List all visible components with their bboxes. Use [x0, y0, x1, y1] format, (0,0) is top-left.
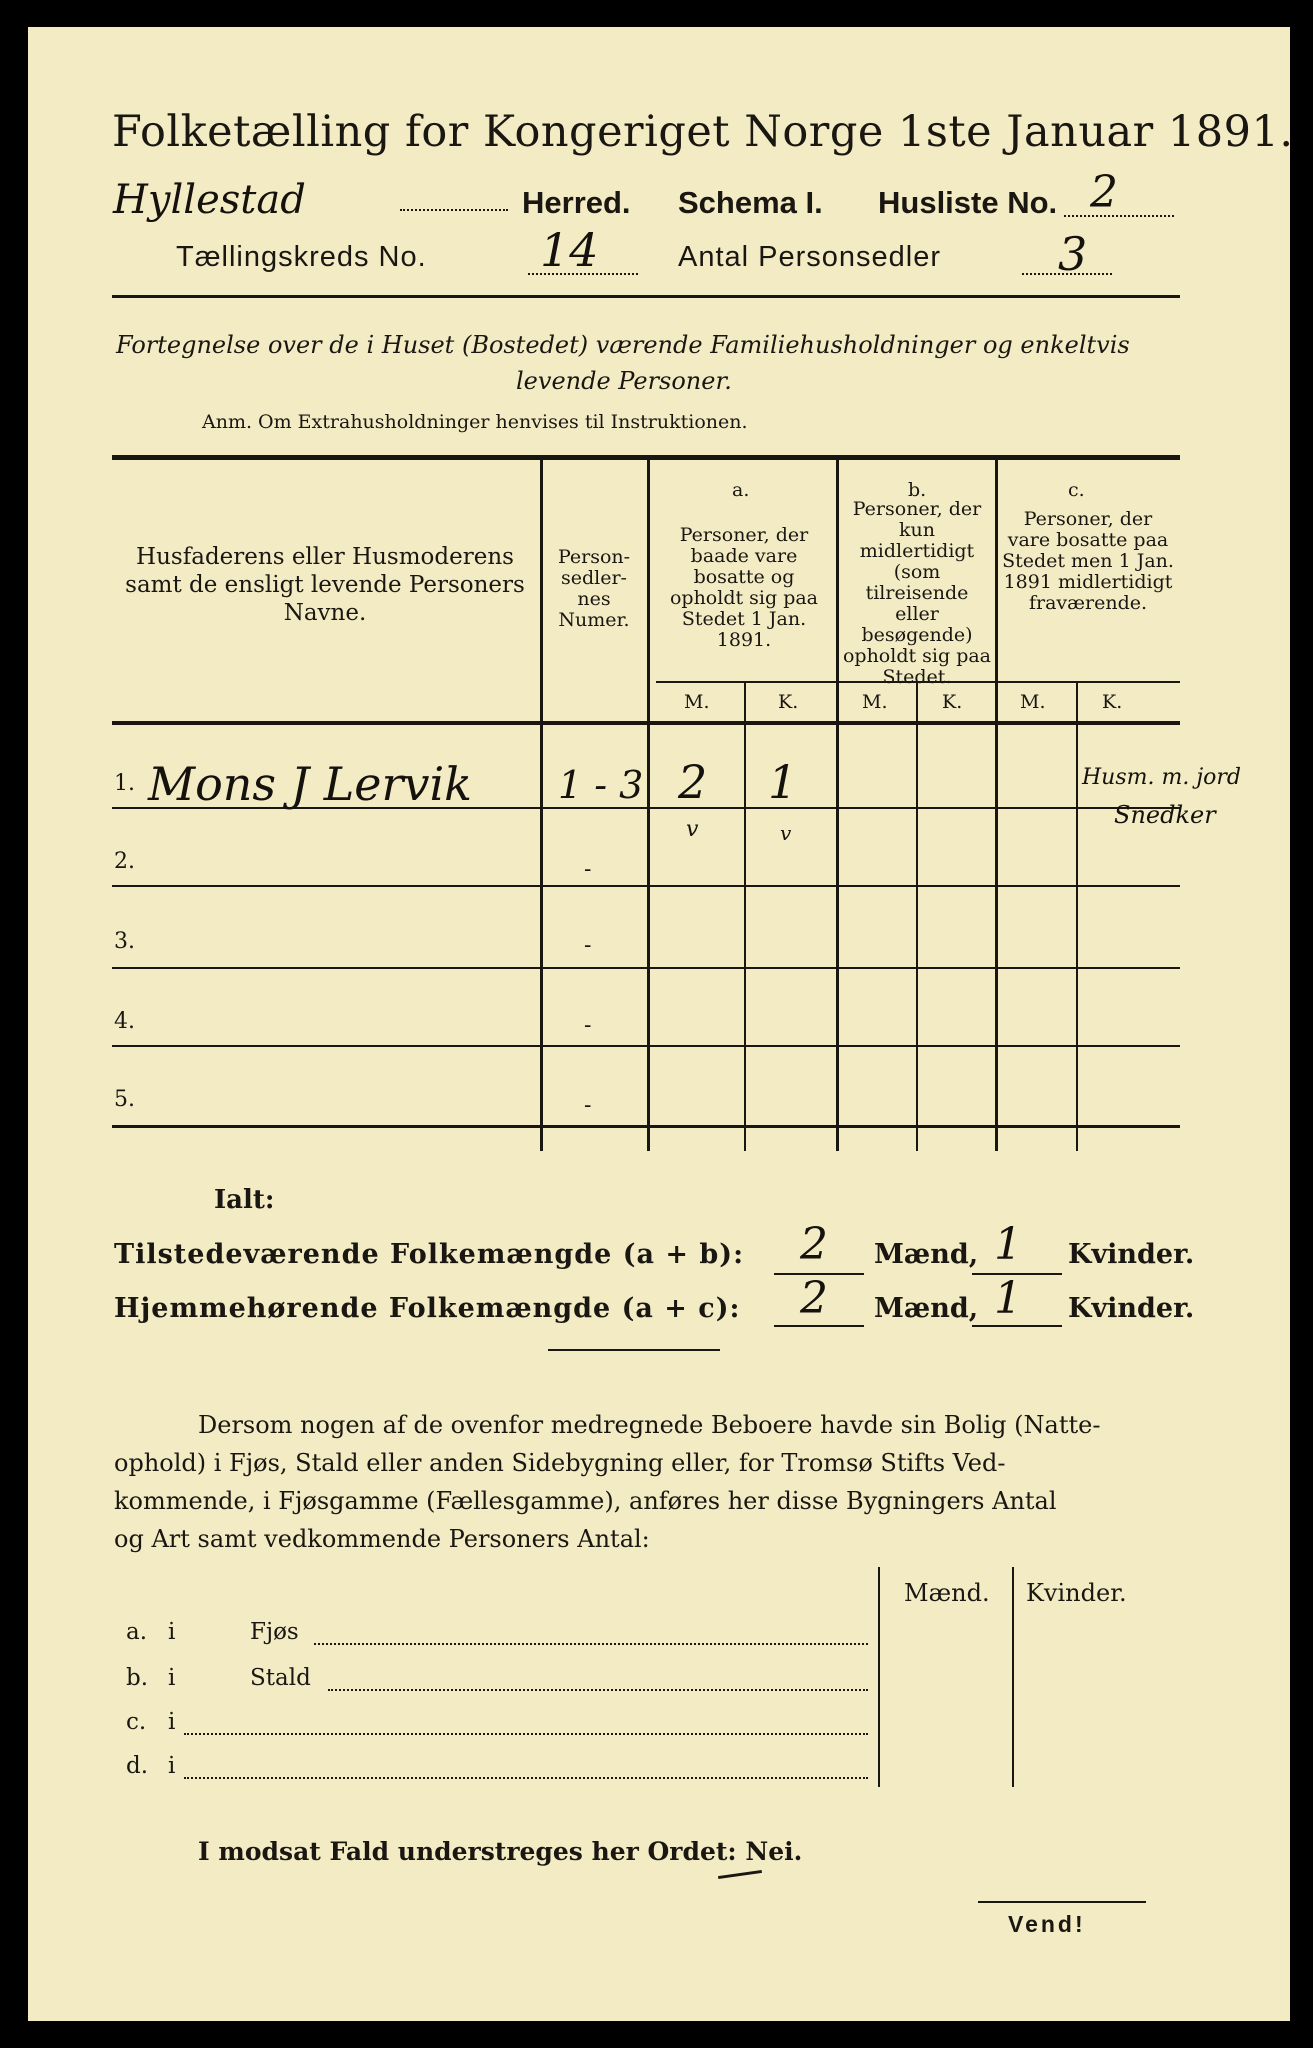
tilsted-label: Tilstedeværende Folkemængde (a + b): — [114, 1239, 745, 1270]
kreds-value: 14 — [540, 223, 599, 277]
row1-name: Mons J Lervik — [148, 757, 473, 811]
item-letter: d. — [126, 1753, 149, 1779]
item-prep: i — [168, 1619, 176, 1645]
title-divider — [112, 295, 1180, 298]
col-divider-2 — [647, 459, 650, 1151]
item-dots — [328, 1689, 868, 1691]
antal-label: Antal Personsedler — [678, 241, 942, 273]
schema-label: Schema I. — [678, 185, 823, 220]
census-form-sheet — [28, 27, 1294, 2021]
husliste-label: Husliste No. — [878, 185, 1058, 220]
row-number: 4. — [114, 1009, 135, 1034]
item-prep: i — [168, 1709, 176, 1735]
sedler-dash: - — [584, 1093, 592, 1118]
row1-a-k: 1 — [768, 755, 798, 809]
tilsted-maend-value: 2 — [800, 1219, 828, 1270]
item-letter: c. — [126, 1709, 147, 1735]
item-letter: a. — [126, 1619, 148, 1645]
row1-note-occupation: Husm. m. jord — [1082, 765, 1242, 790]
row1-sedler-num: 1 - 3 — [558, 763, 644, 807]
vend-rule — [978, 1901, 1146, 1903]
item-dots — [184, 1777, 868, 1779]
tilsted-maend-label: Mænd, — [874, 1239, 979, 1270]
hjemme-maend-value: 2 — [800, 1273, 828, 1324]
vend-label: Vend! — [1008, 1911, 1086, 1937]
a-m-label: M. — [684, 691, 710, 713]
para-line2: ophold) i Fjøs, Stald eller anden Sidebygning eller, for Tromsø Stifts Ved- — [114, 1449, 1006, 1477]
item-dots — [184, 1733, 868, 1735]
row-number: 1. — [114, 771, 135, 796]
col-b-letter: b. — [908, 479, 927, 501]
sedler-dash: - — [584, 933, 592, 958]
modsat-fald-line: I modsat Fald understreges her Ordet: Nei. — [198, 1837, 803, 1866]
sedler-dash: - — [584, 857, 592, 882]
col-b-header: Personer, der kun midlertidigt (som tilreisende eller besøgende) opholdt sig paa Stedet. — [842, 498, 992, 688]
col-name-header: Husfaderens eller Husmoderens samt de ensligt levende Personers Navne. — [125, 544, 525, 626]
col-divider-3 — [836, 459, 839, 1151]
para-line3: kommende, i Fjøsgamme (Fællesgamme), anføres her disse Bygningers Antal — [114, 1487, 1057, 1515]
antal-dots — [1022, 273, 1112, 275]
tilsted-kvinder-label: Kvinder. — [1068, 1239, 1195, 1270]
hjemme-maend-label: Mænd, — [874, 1293, 979, 1324]
kreds-label: Tællingskreds No. — [176, 241, 427, 273]
anm-note: Anm. Om Extrahusholdninger henvises til Instruktionen. — [202, 411, 748, 433]
mk-divider-a — [744, 681, 746, 1151]
item-label: Stald — [250, 1665, 311, 1691]
col-a-header: Personer, der baade vare bosatte og opholdt sig paa Stedet 1 Jan. 1891. — [669, 524, 819, 651]
lower-col-divider-1 — [878, 1567, 880, 1787]
a-k-label: K. — [778, 691, 799, 713]
row-line-2 — [112, 885, 1180, 887]
lower-col-kvinder: Kvinder. — [1026, 1579, 1127, 1607]
para-line1: Dersom nogen af de ovenfor medregnede Beboere havde sin Bolig (Natte- — [198, 1411, 1101, 1439]
hjemme-kvinder-line — [972, 1325, 1062, 1327]
herred-dots — [400, 209, 508, 211]
form-title: Folketælling for Kongeriget Norge 1ste Januar 1891. — [112, 107, 1294, 157]
mk-divider-c — [1076, 681, 1078, 1151]
item-letter: b. — [126, 1665, 149, 1691]
row-number: 2. — [114, 849, 135, 874]
hjemme-label: Hjemmehørende Folkemængde (a + c): — [114, 1293, 741, 1324]
intro-line1: Fortegnelse over de i Huset (Bostedet) værende Familiehusholdninger og enkeltvis — [116, 331, 1130, 359]
item-prep: i — [168, 1665, 176, 1691]
header-bottom-border — [112, 721, 1180, 725]
row1-a-k-check: v — [780, 821, 792, 845]
c-m-label: M. — [1020, 691, 1046, 713]
antal-value: 3 — [1058, 227, 1088, 281]
herred-value: Hyllestad — [113, 177, 306, 223]
table-top-border — [112, 455, 1180, 460]
sedler-dash: - — [584, 1013, 592, 1038]
item-prep: i — [168, 1753, 176, 1779]
tilsted-kvinder-value: 1 — [994, 1219, 1022, 1270]
herred-label: Herred. — [522, 185, 631, 220]
mk-divider-b — [916, 681, 918, 1151]
hjemme-kvinder-label: Kvinder. — [1068, 1293, 1195, 1324]
row1-a-m: 2 — [678, 755, 708, 809]
col-divider-1 — [540, 459, 543, 1151]
hjemme-kvinder-value: 1 — [994, 1273, 1022, 1324]
ialt-label: Ialt: — [214, 1185, 275, 1215]
item-label: Fjøs — [250, 1619, 299, 1645]
col-num-header: Person-sedler-nes Numer. — [557, 546, 631, 631]
c-k-label: K. — [1102, 691, 1123, 713]
b-m-label: M. — [862, 691, 888, 713]
item-dots — [314, 1643, 868, 1645]
col-c-letter: c. — [1068, 479, 1085, 501]
intro-line2: levende Personer. — [516, 367, 732, 395]
lower-col-divider-2 — [1012, 1567, 1014, 1787]
row1-note-trade: Snedker — [1114, 801, 1216, 829]
row-line-3 — [112, 967, 1180, 969]
table-bottom-border — [112, 1125, 1180, 1128]
para-line4: og Art samt vedkommende Personers Antal: — [114, 1525, 650, 1553]
section-divider — [548, 1349, 720, 1351]
col-a-letter: a. — [732, 479, 750, 501]
hjemme-maend-line — [774, 1325, 864, 1327]
col-divider-4 — [995, 459, 998, 1151]
b-k-label: K. — [942, 691, 963, 713]
row1-a-m-check: v — [686, 817, 699, 842]
row-line-4 — [112, 1045, 1180, 1047]
nei-underline — [718, 1870, 762, 1879]
row-number: 3. — [114, 929, 135, 954]
husliste-value: 2 — [1090, 167, 1118, 218]
col-c-header: Personer, der vare bosatte paa Stedet men 1 Jan. 1891 midlertidigt fraværende. — [1002, 508, 1174, 614]
row-number: 5. — [114, 1087, 135, 1112]
kreds-dots — [528, 273, 638, 275]
husliste-dots — [1064, 215, 1174, 217]
lower-col-maend: Mænd. — [904, 1579, 990, 1607]
